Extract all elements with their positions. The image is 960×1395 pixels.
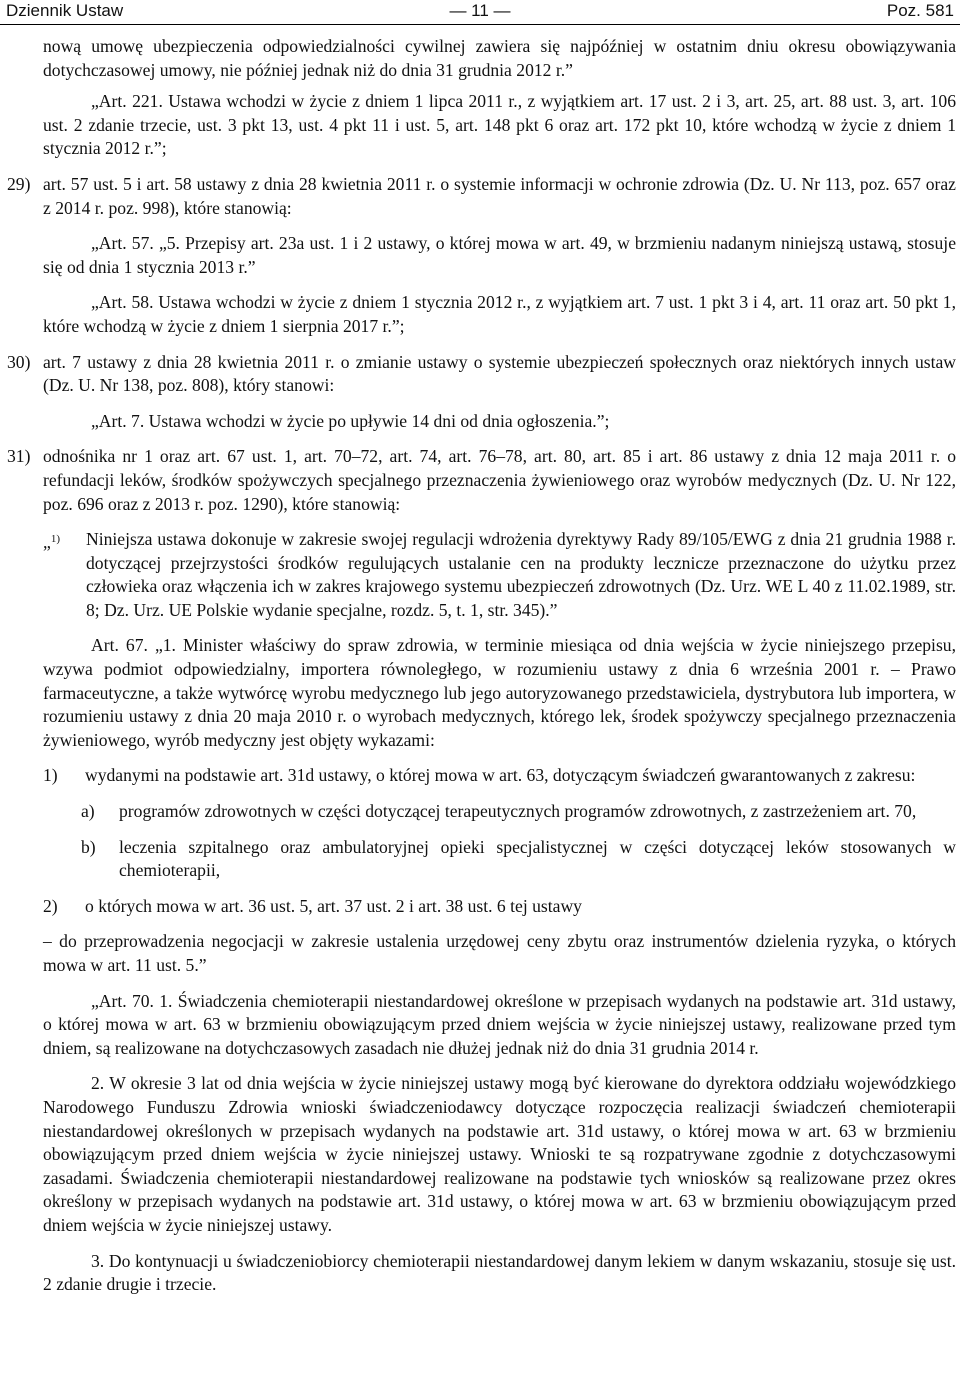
list-letter: b) (81, 836, 96, 857)
item-29 (7, 173, 956, 339)
position-number: Poz. 581 (886, 1, 954, 20)
list-number: 1) (43, 765, 58, 786)
item-text: art. 57 ust. 5 i art. 58 ustawy z dnia 28 kwietnia 2011 r. o systemie informacji w ochronie zdrowia (Dz. U. Nr 113, poz. 657 oraz z 2014 r. poz. 998), które stanowią: (43, 173, 956, 218)
list-text: o których mowa w art. 36 ust. 5, art. 37 ust. 2 i art. 38 ust. 6 tej ustawy (85, 895, 582, 916)
item-number: 30) (7, 351, 31, 372)
art-221-paragraph: „Art. 221. Ustawa wchodzi w życie z dniem 1 lipca 2011 r., z wyjątkiem art. 17 ust. 2 i 3, art. 25, art. 88 ust. 3, art. 106 ust. 2 zdanie trzecie, ust. 3 pkt 13, ust. 4 pkt 11 i ust. 5, art. 148 pkt 6 oraz art. 172 pkt 10, które wchodzą w życie z dniem 1 stycznia 2012 r.”; (43, 91, 956, 159)
art-70-3-paragraph: 3. Do kontynuacji u świadczeniobiorcy chemioterapii niestandardowej danym lekiem w danym wskazaniu, stosuje się ust. 2 zdanie drugie i trzecie. (43, 1250, 956, 1295)
document-body (7, 35, 956, 1297)
list-text: leczenia szpitalnego oraz ambulatoryjnej opieki specjalistycznej w części dotyczącej leków stosowanych w chemioterapii, (119, 836, 956, 881)
art-70-1-paragraph: „Art. 70. 1. Świadczenia chemioterapii niestandardowej określone w przepisach wydanych na podstawie art. 31d ustawy, o której mowa w art. 63 w brzmieniu obowiązującym przed dniem wejścia w życie niniejszej ustawy, realizowane przed tym dniem, są realizowane na dotychczasowych zasadach nie dłużej jednak niż do dnia 31 grudnia 2014 r. (43, 990, 956, 1058)
list-letter: a) (81, 801, 95, 822)
footnote-text: Niniejsza ustawa dokonuje w zakresie swojej regulacji wdrożenia dyrektywy Rady 89/105/EWG z dnia 21 grudnia 1988 r. dotyczącej przejrzystości środków regulujących ustalanie cen na produkty lecznicze przeznaczone do użytku przez człowieka oraz włączenia ich w zakres krajowego systemu ubezpieczeń zdrowotnych (Dz. Urz. WE L 40 z 11.02.1989, str. 8; Dz. Urz. UE Polskie wydanie specjalne, rozdz. 5, t. 1, str. 345).” (86, 529, 956, 620)
page-number: — 11 — (449, 1, 511, 20)
art-7-paragraph: „Art. 7. Ustawa wchodzi w życie po upływie 14 dni od dnia ogłoszenia.”; (91, 410, 610, 431)
footnote-marker: „$^{1)}$ (43, 532, 60, 553)
list-item (43, 800, 956, 824)
list-item (43, 836, 956, 883)
item-31 (7, 445, 956, 1296)
item-number: 29) (7, 173, 31, 194)
page-header (0, 0, 960, 25)
dash-paragraph: – do przeprowadzenia negocjacji w zakresie ustalenia urzędowej ceny zbytu oraz instrumentów dzielenia ryzyka, o których mowa w art. 11 ust. 5.” (43, 931, 956, 975)
list-item (43, 895, 956, 919)
item-text: art. 7 ustawy z dnia 28 kwietnia 2011 r. o zmianie ustawy o systemie ubezpieczeń społecznych oraz niektórych innych ustaw (Dz. U. Nr 138, poz. 808), który stanowi: (43, 351, 956, 396)
item-30 (7, 351, 956, 434)
list-text: programów zdrowotnych w części dotyczącej terapeutycznych programów zdrowotnych, z zastrzeżeniem art. 70, (119, 801, 917, 822)
art-58-paragraph: „Art. 58. Ustawa wchodzi w życie z dniem 1 stycznia 2012 r., z wyjątkiem art. 7 ust. 1 pkt 3 i 4, art. 11 oraz art. 50 pkt 1, które wchodzą w życie z dniem 1 sierpnia 2017 r.”; (43, 292, 956, 336)
list-number: 2) (43, 895, 58, 916)
art-57-paragraph: „Art. 57. „5. Przepisy art. 23a ust. 1 i 2 ustawy, o której mowa w art. 49, w brzmieniu nadanym niniejszą ustawą, stosuje się od dnia 1 stycznia 2013 r.” (43, 233, 956, 277)
item-number: 31) (7, 446, 31, 467)
journal-name: Dziennik Ustaw (6, 1, 124, 20)
art-67-paragraph: Art. 67. „1. Minister właściwy do spraw zdrowia, w terminie miesiąca od dnia wejścia w życie niniejszego przepisu, wzywa podmiot odpowiedzialny, importera równoległego, w rozumieniu ustawy z dnia 6 września 2001 r. – Prawo farmaceutyczne, a także wytwórcę wyrobu medycznego lub jego autoryzowanego przedstawiciela, dystrybutora lub importera, w rozumieniu ustawy z dnia 20 maja 2010 r. o wyrobach medycznych, którego lek, środek spożywczy specjalnego przeznaczenia żywieniowego, wyrób medyczny jest objęty wykazami: (43, 635, 956, 750)
footnote-block (43, 528, 956, 622)
list-text: wydanymi na podstawie art. 31d ustawy, o której mowa w art. 63, dotyczącym świadczeń gwarantowanych z zakresu: (85, 765, 916, 786)
item-text: odnośnika nr 1 oraz art. 67 ust. 1, art. 70–72, art. 74, art. 76–78, art. 80, art. 85 i art. 86 ustawy z dnia 12 maja 2011 r. o refundacji leków, środków spożywczych specjalnego przeznaczenia żywieniowego oraz wyrobów medycznych (Dz. U. Nr 122, poz. 696 oraz z 2013 r. poz. 1290), które stanowią: (43, 446, 956, 514)
list-item (43, 764, 956, 788)
intro-paragraph: nową umowę ubezpieczenia odpowiedzialności cywilnej zawiera się najpóźniej w ostatnim dniu okresu obowiązywania dotychczasowej umowy, nie później jednak niż do dnia 31 grudnia 2012 r.” (43, 36, 956, 80)
art-70-2-paragraph: 2. W okresie 3 lat od dnia wejścia w życie niniejszej ustawy mogą być kierowane do dyrektora oddziału wojewódzkiego Narodowego Funduszu Zdrowia wnioski świadczeniodawcy dotyczące rozpoczęcia realizacji świadczeń chemioterapii niestandardowej określonych w przepisach wydanych na podstawie art. 31d ustawy, o której mowa w art. 63 w brzmieniu obowiązującym przed dniem wejścia w życie niniejszej ustawy. Wnioski te są rozpatrywane zgodnie z dotychczasowymi zasadami. Świadczenia chemioterapii niestandardowej realizowane na podstawie tych wniosków są realizowane przez okres określony w przepisach wydanych na podstawie art. 31d ustawy, o której mowa w art. 63 w brzmieniu obowiązującym przed dniem wejścia w życie niniejszej ustawy. (43, 1073, 956, 1235)
